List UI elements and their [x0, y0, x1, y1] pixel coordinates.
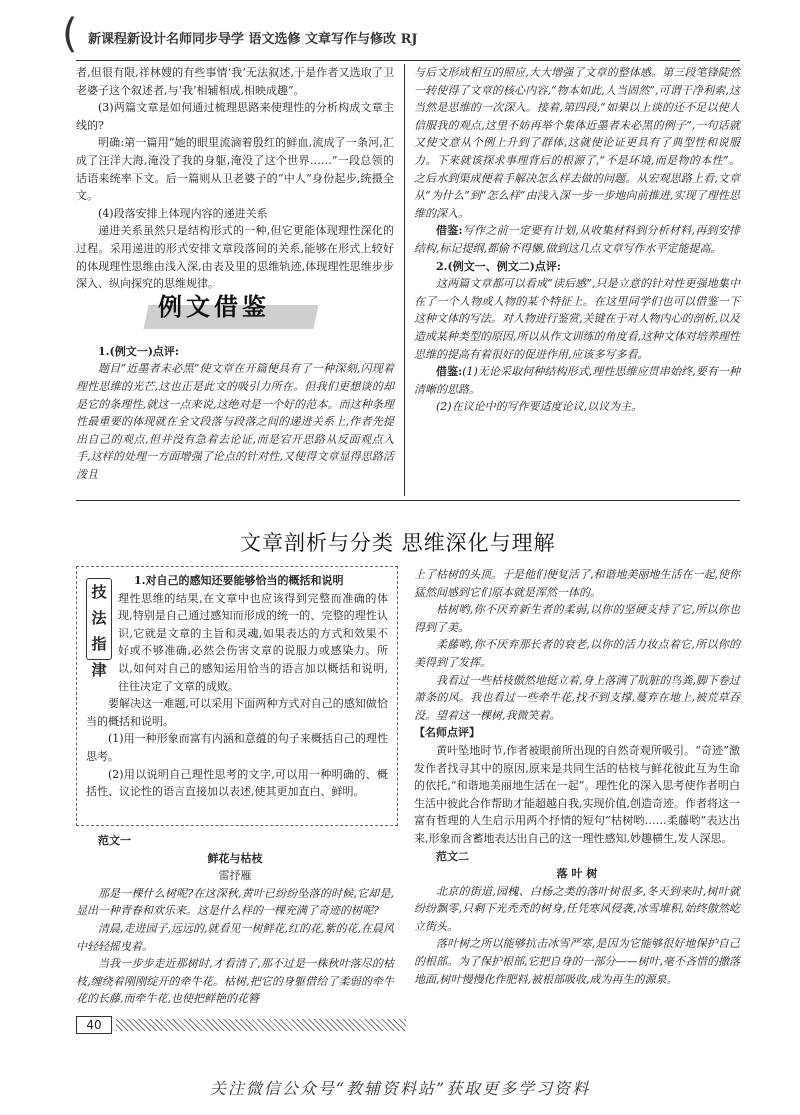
tips-heading: 1.对自己的感知还要能够恰当的概括和说明: [134, 574, 344, 587]
essay-author: 雷抒雁: [218, 869, 252, 883]
paragraph: 枯树哟,你不厌弃新生者的柔弱,以你的坚硬支持了它,所以你也得到了美。: [414, 603, 740, 634]
paragraph: 与后文形成相互的照应,大大增强了文章的整体感。第三段笔锋陡然一转使得了文章的核心内容,“物本如此,人当固然”,可谓干净利索,这当然是思维的一次深入。接着,第四段,“如果以上谈的还不足以使人信服我的观点,这里不妨再举个集体近墨者未必黑的例子”,一句话就又使文意从个例上升到了群体,这就使论证更具有了典型性和说服力。下来就该探求事理背后的根源了,“不是环境,而是物的本性”。之后水到渠成便着手解决怎么样去做的问题。从宏观思路上看,文章从“为什么”到“怎么样”由浅入深一步一步地向前推进,实现了理性思维的深入。: [414, 66, 740, 220]
paragraph: (1)用一种形象而富有内涵和意蕴的句子来概括自己的理性思考。: [86, 732, 388, 763]
banner-title: 例文借鉴: [158, 292, 270, 321]
essay-label: 范文二: [436, 849, 469, 863]
tag-char: 法: [91, 609, 107, 627]
left-top-column: [76, 64, 394, 483]
review-label: 【名师点评】: [414, 726, 480, 740]
example-banner: [146, 292, 316, 333]
running-header: [62, 11, 752, 57]
essay-label: 范文一: [98, 834, 131, 847]
section-rule: [76, 500, 740, 501]
right-bottom-column: [414, 566, 740, 988]
header-title: 新课程新设计名师同步导学 语文选修 文章写作与修改 RJ: [88, 32, 418, 47]
paragraph: 写作之前一定要有计划,从收集材料到分析材料,再到安排结构,标记提纲,都偷不得懒,做到这几点文章写作水平定能提高。: [414, 224, 740, 255]
paragraph: 者,但很有限,祥林嫂的有些事情‘我’无法叙述,于是作者又选取了卫老婆子这个叙述者,与‘我’相辅相成,相映成趣”。: [76, 66, 394, 97]
review-heading: 2.(例文一、例文二)点评:: [436, 259, 561, 273]
paragraph: 黄叶坠地时节,作者被眼前所出现的自然奇观所吸引。“奇迹”激发作者找寻其中的原因,原来是共同生活的枯枝与鲜花彼此互为生命的依托,“和谐地美丽地生活在一起”。理性化的深入思考使作者明白生活中彼此合作帮助才能超越自我,实现价值,创造奇迹。作者将这一富有哲理的人生启示用两个抒情的短句“枯树哟……柔藤哟”表达出来,形象而含蓄地表达出自己的这一理性感知,妙趣横生,发人深思。: [414, 743, 740, 845]
paragraph: 北京的街道,园槐、白杨之类的落叶树很多,冬天到来时,树叶就纷纷飘零,只剩下光秃秃的树身,任凭寒风侵袭,冰雪堆积,始终傲然屹立街头。: [414, 884, 740, 933]
paragraph: 要解决这一难题,可以采用下面两种方式对自己的感知做恰当的概括和说明。: [86, 697, 388, 728]
paragraph: 递进关系虽然只是结构形式的一种,但它更能体现理性深化的过程。采用递进的形式安排文章段落间的关系,能够在形式上较好的体现理性思维由浅入深,由表及里的思维轨迹,体现理性思维步步深入、纵向探究的思维规律。: [76, 224, 394, 291]
page-number-bar: [76, 1016, 406, 1034]
essay-title: 落 叶 树: [556, 867, 598, 881]
paragraph: 明确:第一篇用“她的眼里流滴着殷红的鲜血,流成了一条河,汇成了汪洋大海,淹没了我的身躯,淹没了这个世界……”一段总领的话语来统率下文。后一篇则从卫老婆子的“中人”身份起步,统摄全文。: [76, 136, 394, 203]
review-heading: 1.(例文一)点评:: [98, 344, 179, 358]
borrow-label: 借鉴:: [436, 224, 463, 238]
paragraph: 那是一棵什么树呢?在这深秋,黄叶已纷纷坠落的时候,它却是,显出一种青春和欢乐来。这是什么样的一棵充满了奇迹的树呢?: [76, 886, 394, 918]
paragraph: (2)在议论中的写作要适度论议,以议为主。: [436, 400, 643, 414]
header-rule: [76, 60, 740, 61]
paragraph: 清晨,走进园子,远远的,就看见一树鲜花,红的花,紫的花,在晨风中轻轻摇曳着。: [76, 921, 394, 953]
borrow-label: 借鉴:: [436, 365, 463, 379]
paragraph: (1)无论采取何种结构形式,理性思维应贯串始终,要有一种清晰的思路。: [414, 365, 741, 396]
tips-content: [86, 572, 388, 801]
paragraph: 上了枯树的头顶。于是他们便复活了,和谐地美丽地生活在一起,使你猛然间感到它们原本就是浑然一体的。: [414, 568, 740, 599]
section-title: 文章剖析与分类 思维深化与理解: [240, 531, 556, 555]
header-bracket-icon: (: [62, 11, 78, 57]
paragraph: 柔藤哟,你不厌弃那长者的衰老,以你的活力妆点着它,所以你的美得到了发挥。: [414, 638, 740, 669]
paragraph: 我看过一些枯枝傲然地挺立着,身上落满了肮脏的鸟粪,脚下卷过萧条的风。我也看过一些牵牛花,找不到支撑,蔓弃在地上,被荒草吞没。望着这一棵树,我微笑着。: [414, 673, 740, 722]
paragraph: 理性思维的结果,在文章中也应该得到完整而准确的体现,特别是自己通过感知而形成的统一的、完整的理性认识,它就是文章的主旨和灵魂,如果表达的方式和效果不好或不够准确,必然会伤害文章的说服力或感染力。所以,如何对自己的感知运用恰当的语言加以概括和说明,往往决定了文章的成败。: [118, 591, 388, 693]
paragraph: 落叶树之所以能够抗击冰雪严寒,是因为它能够很好地保护自己的根部。为了保护根部,它把自身的一部分——树叶,毫不吝惜的撒落地面,树叶慢慢化作肥料,被根部吸收,成为再生的源泉。: [414, 937, 740, 986]
page-number: 40: [76, 1016, 112, 1034]
essay-title: 鲜花与枯枝: [207, 851, 263, 865]
tag-char: 指: [91, 635, 107, 653]
paragraph: 题目“近墨者未必黑”使文章在开篇便具有了一种深刻,闪现着理性思维的光芒,这也正是此文的吸引力所在。但我们更想谈的却是它的条理性,就这一点来说,这绝对是一个好的范本。而这种条理性最重要的体现就在全文段落与段落之间的递进关系上,作者先提出自己的观点,但并没有急着去论证,而是宕开思路从反面观点入手,这样的处理一方面增强了论点的针对性,又使得文章显得思路活泼且: [76, 362, 394, 481]
tag-char: 津: [91, 661, 107, 679]
right-top-column: [414, 64, 740, 416]
paragraph: (2)用以说明自己理性思考的文字,可以用一种明确的、概括性、议论性的语言直接加以表述,使其更加直白、鲜明。: [86, 767, 388, 799]
decorative-dots: [116, 1019, 406, 1031]
paragraph: (4)段落安排上体现内容的递进关系: [98, 206, 268, 220]
paragraph: (3)两篇文章是如何通过梳理思路来使理性的分析构成文章主线的?: [76, 101, 394, 132]
footer-notice: 关注微信公众号“教辅资料站”获取更多学习资料: [209, 1079, 591, 1098]
tag-char: 技: [91, 583, 107, 601]
paragraph: 这两篇文章都可以看成“读后感”,只是立意的针对性更强地集中在了一个人物或人物的某个特征上。在这里同学们也可以借鉴一下这种文体的写法。对人物进行鉴赏,关键在于对人物内心的剖析,以及造成某种类型的原因,所以从作文训练的角度看,这种文体对培养理性思维的提高有着很好的促进作用,应该多写多看。: [414, 277, 740, 361]
column-divider: [404, 64, 405, 496]
paragraph: 当我一步步走近那树时,才看清了,那不过是一株秋叶落尽的枯枝,缠绕着刚刚绽开的牵牛花。枯树,把它的身躯借给了柔弱的牵牛花的长藤,而牵牛花,也使把鲜艳的花簪: [76, 957, 394, 1006]
essay-one: [76, 832, 394, 1008]
